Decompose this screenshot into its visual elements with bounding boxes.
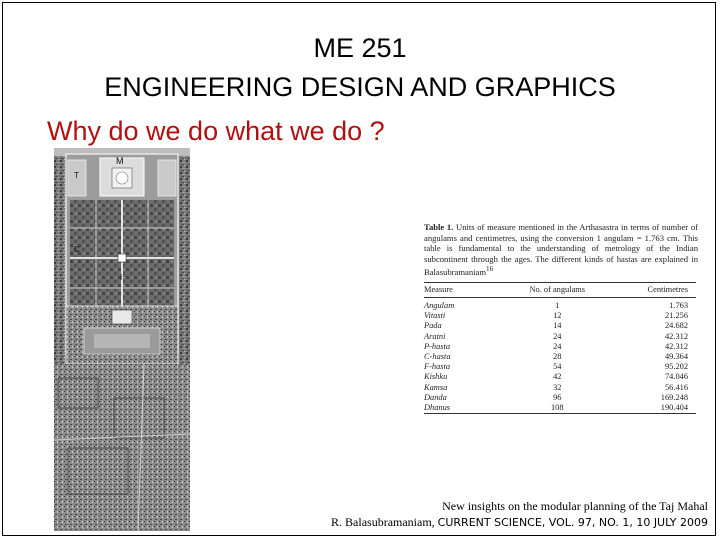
table-cell-angulams: 42 (553, 372, 562, 382)
table-row (424, 372, 696, 382)
table-cell-centimetres: 21.256 (664, 311, 688, 321)
table-header-measure: Measure (424, 283, 522, 298)
table-row (424, 332, 696, 342)
table-cell-centimetres: 56.416 (664, 382, 688, 392)
table-cell-measure: Pada (424, 321, 442, 331)
reference-title: New insights on the modular planning of the Taj Mahal (442, 499, 708, 513)
measure-units-table (424, 283, 696, 413)
table-cell-centimetres: 24.682 (664, 321, 688, 331)
table-cell-angulams: 28 (553, 352, 562, 362)
table-cell-measure: C-hasta (424, 352, 451, 362)
table-cell-centimetres: 74.046 (664, 372, 688, 382)
table-cell-measure: Kishku (424, 372, 448, 382)
table-caption-text: Units of measure mentioned in the Arthasastra in terms of number of angulams and centimetres, using the conversion 1 angulam = 1.763 cm. This table is fundamental to the understanding of metrology of the Indian subcontinent through the ages. The different kinds of hastas are explained in Balasubramaniam (424, 222, 698, 278)
table-caption-ref: 16 (486, 265, 494, 274)
table-cell-centimetres: 169.248 (660, 392, 688, 402)
table-row (424, 311, 696, 321)
table-cell-centimetres: 42.312 (664, 331, 688, 341)
table-cell-centimetres: 1.763 (669, 301, 688, 311)
table-cell-centimetres: 42.312 (664, 341, 688, 351)
table-cell-angulams: 54 (553, 362, 562, 372)
table-cell-angulams: 1 (555, 301, 560, 311)
table-row (424, 393, 696, 403)
table-bottom-rule (424, 413, 696, 414)
table-caption-label: Table 1. (424, 222, 454, 232)
table-cell-measure: F-hasta (424, 362, 451, 372)
table-cell-angulams: 32 (553, 382, 562, 392)
reference-citation (331, 515, 708, 530)
table-row (424, 352, 696, 362)
table-cell-measure: Dhanus (424, 403, 451, 413)
table-header-centimetres: Centimetres (593, 283, 696, 298)
aerial-mark-i: I (120, 273, 123, 282)
slide-title-course-code: ME 251 (313, 33, 407, 63)
table-row (424, 403, 696, 413)
table-cell-angulams: 108 (550, 403, 564, 413)
table-cell-measure: Danda (424, 392, 447, 402)
slide-subtitle: Why do we do what we do ? (47, 116, 385, 146)
reference-journal: CURRENT SCIENCE, VOL. 97, NO. 1, 10 JULY 2009 (437, 516, 708, 529)
aerial-mark-m: M (116, 156, 124, 166)
table-row (424, 383, 696, 393)
table-cell-measure: Aratni (424, 331, 446, 341)
aerial-mark-t: T (74, 171, 79, 180)
table-cell-angulams: 14 (553, 321, 562, 331)
table-cell-measure: P-hasta (424, 341, 451, 351)
table-cell-measure: Vitasti (424, 311, 446, 321)
table-caption (424, 222, 698, 278)
table-cell-angulams: 24 (553, 341, 562, 351)
aerial-mark-c: C (74, 245, 80, 254)
table-row (424, 321, 696, 331)
measure-units-table-panel (420, 222, 698, 436)
table-cell-measure: Angulam (424, 301, 455, 311)
table-cell-centimetres: 190.404 (660, 403, 688, 413)
table-row (424, 298, 696, 312)
table-cell-angulams: 96 (553, 392, 562, 402)
slide-title-course-name: ENGINEERING DESIGN AND GRAPHICS (104, 72, 616, 102)
table-cell-angulams: 24 (553, 331, 562, 341)
table-row (424, 362, 696, 372)
table-cell-centimetres: 95.202 (664, 362, 688, 372)
table-header-angulams: No. of angulams (522, 283, 593, 298)
taj-mahal-aerial-photo (54, 148, 190, 531)
reference-author: R. Balasubramaniam, (331, 515, 435, 529)
table-cell-centimetres: 49.364 (664, 352, 688, 362)
table-cell-measure: Kamsa (424, 382, 448, 392)
table-header-row (424, 283, 696, 298)
table-cell-angulams: 12 (553, 311, 562, 321)
table-row (424, 342, 696, 352)
